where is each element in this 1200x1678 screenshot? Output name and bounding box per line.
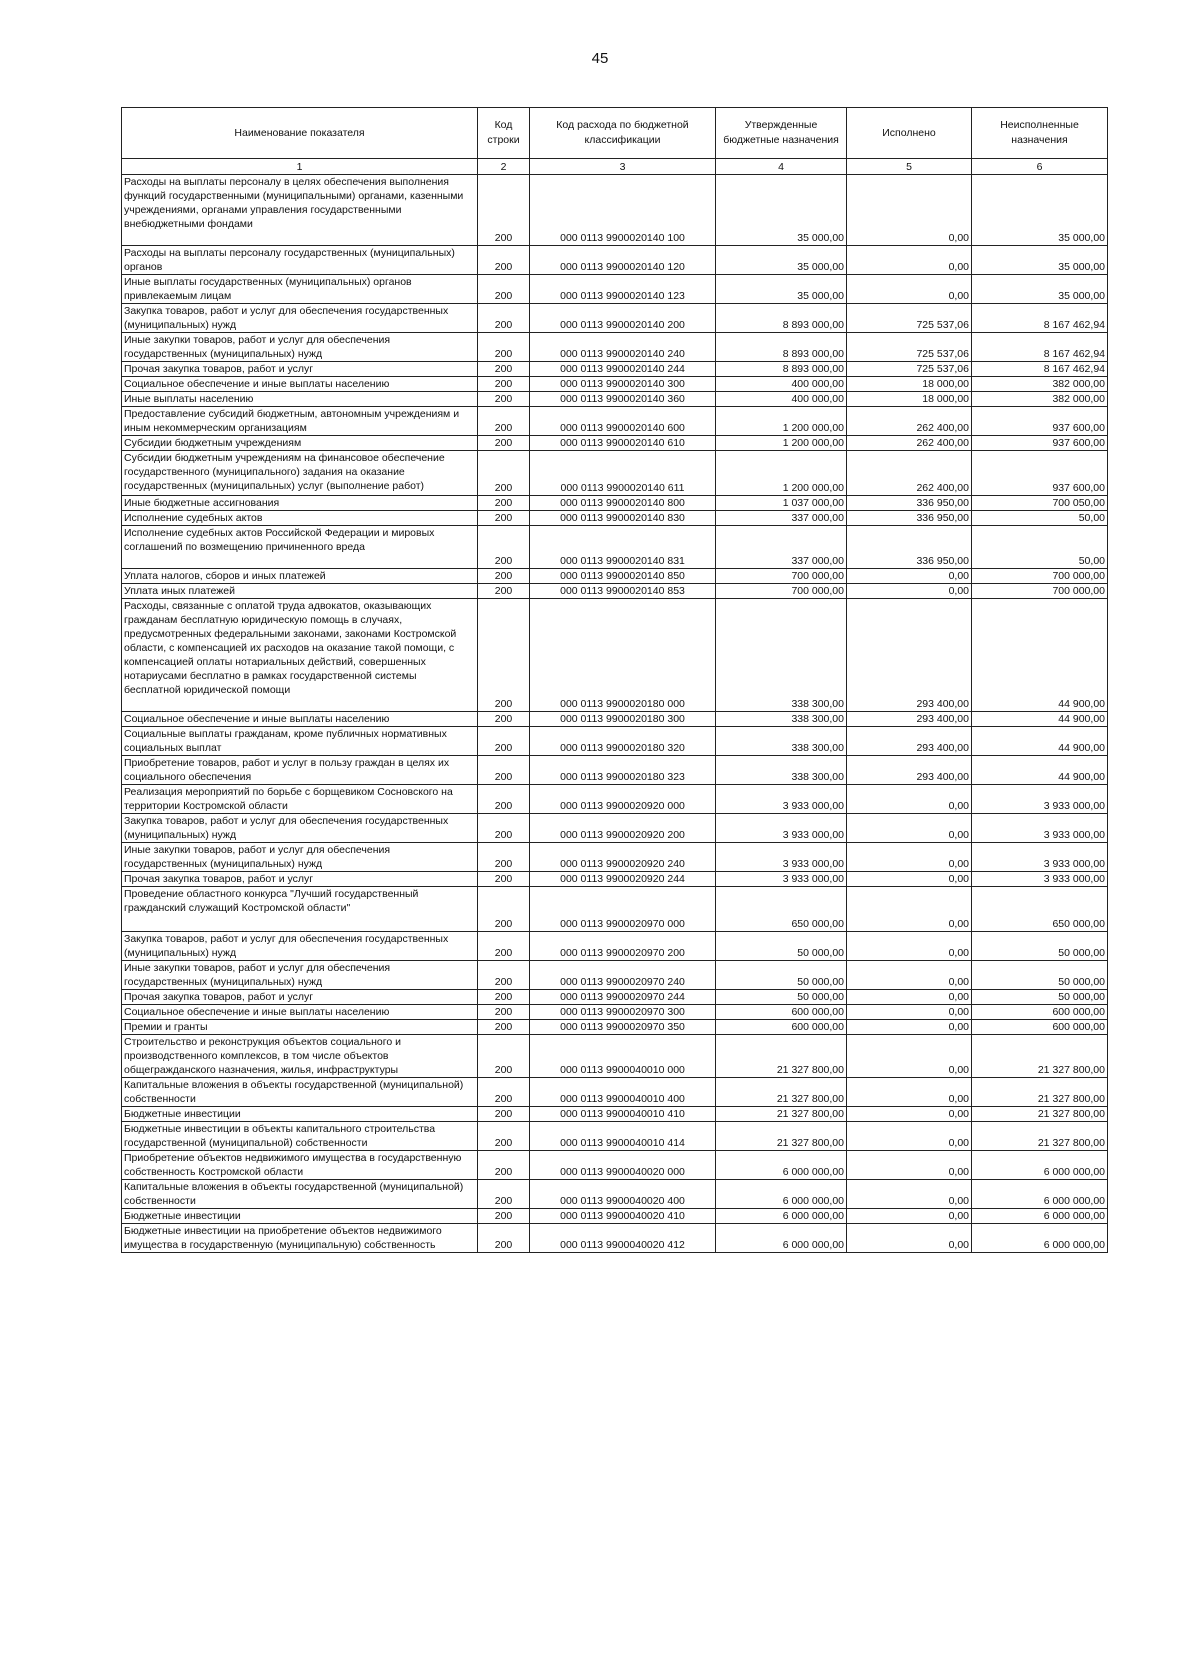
row-executed: 725 537,06 [847, 304, 972, 333]
table-row [122, 1020, 1108, 1035]
row-unexecuted: 3 933 000,00 [972, 843, 1108, 872]
column-number: 1 [122, 159, 478, 175]
row-executed: 0,00 [847, 1005, 972, 1020]
row-kbk: 000 0113 9900020920 000 [530, 785, 716, 814]
row-approved: 21 327 800,00 [716, 1035, 847, 1078]
header-row [122, 108, 1108, 159]
table-row [122, 843, 1108, 872]
row-kbk: 000 0113 9900040020 412 [530, 1224, 716, 1253]
row-executed: 0,00 [847, 246, 972, 275]
table-row [122, 887, 1108, 932]
row-executed: 725 537,06 [847, 333, 972, 362]
row-approved: 1 200 000,00 [716, 407, 847, 436]
row-approved: 3 933 000,00 [716, 872, 847, 887]
row-executed: 0,00 [847, 1151, 972, 1180]
row-executed: 0,00 [847, 1209, 972, 1224]
row-approved: 6 000 000,00 [716, 1209, 847, 1224]
row-code: 200 [478, 1122, 530, 1151]
row-kbk: 000 0113 9900020970 240 [530, 961, 716, 990]
row-name: Исполнение судебных актов Российской Федерации и мировых соглашений по возмещению причиненного вреда [122, 526, 478, 569]
table-row [122, 526, 1108, 569]
row-unexecuted: 44 900,00 [972, 712, 1108, 727]
row-code: 200 [478, 362, 530, 377]
budget-execution-table [121, 107, 1108, 1253]
row-name: Капитальные вложения в объекты государственной (муниципальной) собственности [122, 1078, 478, 1107]
row-unexecuted: 700 000,00 [972, 569, 1108, 584]
row-executed: 262 400,00 [847, 407, 972, 436]
row-kbk: 000 0113 9900020140 100 [530, 175, 716, 246]
header-unexecuted: Неисполненные назначения [972, 108, 1108, 159]
row-executed: 0,00 [847, 872, 972, 887]
row-unexecuted: 600 000,00 [972, 1005, 1108, 1020]
table-row [122, 712, 1108, 727]
header-kbk: Код расхода по бюджетной классификации [530, 108, 716, 159]
row-executed: 0,00 [847, 569, 972, 584]
row-name: Приобретение объектов недвижимого имущества в государственную собственность Костромской области [122, 1151, 478, 1180]
row-kbk: 000 0113 9900020970 300 [530, 1005, 716, 1020]
row-name: Социальное обеспечение и иные выплаты населению [122, 1005, 478, 1020]
row-kbk: 000 0113 9900020180 323 [530, 756, 716, 785]
row-executed: 336 950,00 [847, 526, 972, 569]
row-code: 200 [478, 526, 530, 569]
row-approved: 337 000,00 [716, 526, 847, 569]
row-executed: 18 000,00 [847, 392, 972, 407]
table-row [122, 961, 1108, 990]
row-kbk: 000 0113 9900020140 240 [530, 333, 716, 362]
table-row [122, 990, 1108, 1005]
table-row [122, 1005, 1108, 1020]
row-unexecuted: 6 000 000,00 [972, 1151, 1108, 1180]
row-unexecuted: 382 000,00 [972, 392, 1108, 407]
header-executed: Исполнено [847, 108, 972, 159]
row-approved: 337 000,00 [716, 511, 847, 526]
row-kbk: 000 0113 9900020180 000 [530, 599, 716, 712]
row-kbk: 000 0113 9900020140 200 [530, 304, 716, 333]
row-name: Социальные выплаты гражданам, кроме публичных нормативных социальных выплат [122, 727, 478, 756]
row-name: Проведение областного конкурса "Лучший государственный гражданский служащий Костромской области" [122, 887, 478, 932]
row-kbk: 000 0113 9900040020 400 [530, 1180, 716, 1209]
row-approved: 8 893 000,00 [716, 333, 847, 362]
row-kbk: 000 0113 9900020140 600 [530, 407, 716, 436]
row-name: Прочая закупка товаров, работ и услуг [122, 990, 478, 1005]
row-code: 200 [478, 712, 530, 727]
table-row [122, 756, 1108, 785]
row-unexecuted: 21 327 800,00 [972, 1035, 1108, 1078]
row-executed: 725 537,06 [847, 362, 972, 377]
row-unexecuted: 8 167 462,94 [972, 333, 1108, 362]
row-approved: 50 000,00 [716, 961, 847, 990]
row-executed: 0,00 [847, 785, 972, 814]
row-unexecuted: 35 000,00 [972, 246, 1108, 275]
row-approved: 50 000,00 [716, 990, 847, 1005]
row-approved: 21 327 800,00 [716, 1107, 847, 1122]
row-unexecuted: 44 900,00 [972, 599, 1108, 712]
row-kbk: 000 0113 9900020140 800 [530, 496, 716, 511]
row-unexecuted: 937 600,00 [972, 436, 1108, 451]
table-row [122, 362, 1108, 377]
row-executed: 0,00 [847, 1122, 972, 1151]
row-approved: 600 000,00 [716, 1005, 847, 1020]
row-kbk: 000 0113 9900040020 410 [530, 1209, 716, 1224]
row-code: 200 [478, 843, 530, 872]
row-code: 200 [478, 1020, 530, 1035]
row-executed: 0,00 [847, 961, 972, 990]
row-approved: 3 933 000,00 [716, 814, 847, 843]
row-name: Социальное обеспечение и иные выплаты населению [122, 712, 478, 727]
row-unexecuted: 35 000,00 [972, 175, 1108, 246]
row-unexecuted: 8 167 462,94 [972, 362, 1108, 377]
row-code: 200 [478, 1107, 530, 1122]
row-approved: 21 327 800,00 [716, 1122, 847, 1151]
row-executed: 336 950,00 [847, 511, 972, 526]
row-unexecuted: 382 000,00 [972, 377, 1108, 392]
row-code: 200 [478, 1209, 530, 1224]
row-executed: 0,00 [847, 1180, 972, 1209]
row-executed: 0,00 [847, 1035, 972, 1078]
table-row [122, 377, 1108, 392]
row-unexecuted: 44 900,00 [972, 727, 1108, 756]
row-unexecuted: 8 167 462,94 [972, 304, 1108, 333]
row-name: Иные закупки товаров, работ и услуг для обеспечения государственных (муниципальных) нужд [122, 843, 478, 872]
row-unexecuted: 3 933 000,00 [972, 785, 1108, 814]
row-code: 200 [478, 275, 530, 304]
row-name: Предоставление субсидий бюджетным, автономным учреждениям и иным некоммерческим организациям [122, 407, 478, 436]
table-row [122, 1107, 1108, 1122]
row-kbk: 000 0113 9900020180 320 [530, 727, 716, 756]
row-name: Уплата налогов, сборов и иных платежей [122, 569, 478, 584]
table-row [122, 1151, 1108, 1180]
table-row [122, 451, 1108, 496]
row-executed: 0,00 [847, 1078, 972, 1107]
row-kbk: 000 0113 9900020140 831 [530, 526, 716, 569]
table-row [122, 1035, 1108, 1078]
row-code: 200 [478, 392, 530, 407]
row-code: 200 [478, 175, 530, 246]
row-code: 200 [478, 511, 530, 526]
row-approved: 35 000,00 [716, 275, 847, 304]
row-approved: 3 933 000,00 [716, 843, 847, 872]
row-code: 200 [478, 377, 530, 392]
row-executed: 0,00 [847, 1107, 972, 1122]
row-approved: 650 000,00 [716, 887, 847, 932]
column-number: 6 [972, 159, 1108, 175]
table-row [122, 246, 1108, 275]
table-row [122, 569, 1108, 584]
row-executed: 262 400,00 [847, 436, 972, 451]
row-approved: 338 300,00 [716, 712, 847, 727]
table-row [122, 436, 1108, 451]
row-kbk: 000 0113 9900020140 850 [530, 569, 716, 584]
row-unexecuted: 50,00 [972, 526, 1108, 569]
row-name: Иные выплаты государственных (муниципальных) органов привлекаемым лицам [122, 275, 478, 304]
row-code: 200 [478, 1035, 530, 1078]
row-kbk: 000 0113 9900020970 350 [530, 1020, 716, 1035]
page-number: 45 [591, 50, 609, 67]
table-row [122, 275, 1108, 304]
row-name: Иные закупки товаров, работ и услуг для обеспечения государственных (муниципальных) нужд [122, 961, 478, 990]
row-unexecuted: 44 900,00 [972, 756, 1108, 785]
row-approved: 21 327 800,00 [716, 1078, 847, 1107]
row-kbk: 000 0113 9900020140 610 [530, 436, 716, 451]
row-unexecuted: 6 000 000,00 [972, 1224, 1108, 1253]
row-approved: 1 037 000,00 [716, 496, 847, 511]
row-kbk: 000 0113 9900020140 830 [530, 511, 716, 526]
row-approved: 35 000,00 [716, 246, 847, 275]
column-number: 2 [478, 159, 530, 175]
row-kbk: 000 0113 9900020970 244 [530, 990, 716, 1005]
row-name: Субсидии бюджетным учреждениям на финансовое обеспечение государственного (муниципального) задания на оказание государственных (муниципальных) услуг (выполнение работ) [122, 451, 478, 496]
header-code: Код строки [478, 108, 530, 159]
row-approved: 6 000 000,00 [716, 1224, 847, 1253]
row-code: 200 [478, 333, 530, 362]
row-kbk: 000 0113 9900020140 360 [530, 392, 716, 407]
row-executed: 18 000,00 [847, 377, 972, 392]
row-kbk: 000 0113 9900020920 244 [530, 872, 716, 887]
row-name: Бюджетные инвестиции на приобретение объектов недвижимого имущества в государственную (муниципальную) собственность [122, 1224, 478, 1253]
row-approved: 8 893 000,00 [716, 362, 847, 377]
table-row [122, 333, 1108, 362]
row-kbk: 000 0113 9900020140 300 [530, 377, 716, 392]
row-executed: 293 400,00 [847, 599, 972, 712]
row-kbk: 000 0113 9900020920 200 [530, 814, 716, 843]
row-code: 200 [478, 1180, 530, 1209]
row-kbk: 000 0113 9900040010 000 [530, 1035, 716, 1078]
table-row [122, 932, 1108, 961]
row-executed: 293 400,00 [847, 756, 972, 785]
row-code: 200 [478, 814, 530, 843]
row-code: 200 [478, 496, 530, 511]
row-executed: 0,00 [847, 275, 972, 304]
column-number: 4 [716, 159, 847, 175]
row-code: 200 [478, 407, 530, 436]
row-code: 200 [478, 932, 530, 961]
row-name: Иные бюджетные ассигнования [122, 496, 478, 511]
row-name: Социальное обеспечение и иные выплаты населению [122, 377, 478, 392]
row-approved: 6 000 000,00 [716, 1151, 847, 1180]
row-code: 200 [478, 785, 530, 814]
row-unexecuted: 50 000,00 [972, 932, 1108, 961]
row-name: Расходы на выплаты персоналу государственных (муниципальных) органов [122, 246, 478, 275]
table-row [122, 1224, 1108, 1253]
row-approved: 35 000,00 [716, 175, 847, 246]
table-row [122, 785, 1108, 814]
row-executed: 262 400,00 [847, 451, 972, 496]
row-code: 200 [478, 990, 530, 1005]
table-row [122, 392, 1108, 407]
row-name: Закупка товаров, работ и услуг для обеспечения государственных (муниципальных) нужд [122, 814, 478, 843]
row-code: 200 [478, 1224, 530, 1253]
row-unexecuted: 21 327 800,00 [972, 1122, 1108, 1151]
table-row [122, 511, 1108, 526]
row-name: Иные выплаты населению [122, 392, 478, 407]
row-unexecuted: 50,00 [972, 511, 1108, 526]
row-name: Строительство и реконструкция объектов социального и производственного комплексов, в том числе объектов общегражданского назначения, жилья, инфраструктуры [122, 1035, 478, 1078]
row-approved: 600 000,00 [716, 1020, 847, 1035]
row-name: Бюджетные инвестиции [122, 1209, 478, 1224]
column-number-row [122, 159, 1108, 175]
table-row [122, 407, 1108, 436]
row-approved: 3 933 000,00 [716, 785, 847, 814]
row-name: Прочая закупка товаров, работ и услуг [122, 872, 478, 887]
row-code: 200 [478, 569, 530, 584]
row-unexecuted: 35 000,00 [972, 275, 1108, 304]
row-approved: 338 300,00 [716, 599, 847, 712]
row-name: Расходы на выплаты персоналу в целях обеспечения выполнения функций государственными (муниципальными) органами, казенными учреждениями, органами управления государственными внебюджетными фондами [122, 175, 478, 246]
row-unexecuted: 700 050,00 [972, 496, 1108, 511]
row-code: 200 [478, 887, 530, 932]
row-unexecuted: 3 933 000,00 [972, 814, 1108, 843]
row-code: 200 [478, 961, 530, 990]
table-row [122, 584, 1108, 599]
row-approved: 1 200 000,00 [716, 451, 847, 496]
row-code: 200 [478, 1005, 530, 1020]
table-body [122, 175, 1108, 1253]
row-unexecuted: 50 000,00 [972, 990, 1108, 1005]
row-name: Уплата иных платежей [122, 584, 478, 599]
row-unexecuted: 937 600,00 [972, 407, 1108, 436]
row-name: Бюджетные инвестиции в объекты капитального строительства государственной (муниципальной) собственности [122, 1122, 478, 1151]
row-code: 200 [478, 584, 530, 599]
row-unexecuted: 50 000,00 [972, 961, 1108, 990]
table-row [122, 599, 1108, 712]
table-row [122, 1078, 1108, 1107]
row-kbk: 000 0113 9900020140 244 [530, 362, 716, 377]
table-row [122, 1122, 1108, 1151]
row-name: Премии и гранты [122, 1020, 478, 1035]
row-unexecuted: 21 327 800,00 [972, 1078, 1108, 1107]
table-row [122, 496, 1108, 511]
table-row [122, 1209, 1108, 1224]
row-approved: 700 000,00 [716, 584, 847, 599]
row-approved: 6 000 000,00 [716, 1180, 847, 1209]
row-executed: 0,00 [847, 843, 972, 872]
row-code: 200 [478, 246, 530, 275]
row-name: Реализация мероприятий по борьбе с борщевиком Сосновского на территории Костромской области [122, 785, 478, 814]
row-kbk: 000 0113 9900020180 300 [530, 712, 716, 727]
row-name: Расходы, связанные с оплатой труда адвокатов, оказывающих гражданам бесплатную юридическую помощь в случаях, предусмотренных федеральными законами, законами Костромской области, с компенсацией их расходов на оказание такой помощи, с компенсацией оплаты нотариальных действий, совершенных нотариусами бесплатно в рамках государственной системы бесплатной юридической помощи [122, 599, 478, 712]
row-kbk: 000 0113 9900020970 200 [530, 932, 716, 961]
table-row [122, 1180, 1108, 1209]
row-unexecuted: 3 933 000,00 [972, 872, 1108, 887]
row-code: 200 [478, 872, 530, 887]
row-kbk: 000 0113 9900040020 000 [530, 1151, 716, 1180]
row-name: Субсидии бюджетным учреждениям [122, 436, 478, 451]
row-unexecuted: 6 000 000,00 [972, 1180, 1108, 1209]
row-code: 200 [478, 436, 530, 451]
row-kbk: 000 0113 9900020140 853 [530, 584, 716, 599]
row-kbk: 000 0113 9900040010 410 [530, 1107, 716, 1122]
table-row [122, 727, 1108, 756]
row-approved: 400 000,00 [716, 377, 847, 392]
row-name: Прочая закупка товаров, работ и услуг [122, 362, 478, 377]
row-kbk: 000 0113 9900020920 240 [530, 843, 716, 872]
column-number: 5 [847, 159, 972, 175]
row-kbk: 000 0113 9900020140 123 [530, 275, 716, 304]
row-code: 200 [478, 599, 530, 712]
row-name: Капитальные вложения в объекты государственной (муниципальной) собственности [122, 1180, 478, 1209]
row-approved: 338 300,00 [716, 756, 847, 785]
row-kbk: 000 0113 9900040010 400 [530, 1078, 716, 1107]
row-name: Приобретение товаров, работ и услуг в пользу граждан в целях их социального обеспечения [122, 756, 478, 785]
row-approved: 400 000,00 [716, 392, 847, 407]
row-executed: 0,00 [847, 1020, 972, 1035]
row-executed: 0,00 [847, 175, 972, 246]
row-kbk: 000 0113 9900020140 611 [530, 451, 716, 496]
row-name: Закупка товаров, работ и услуг для обеспечения государственных (муниципальных) нужд [122, 304, 478, 333]
row-unexecuted: 600 000,00 [972, 1020, 1108, 1035]
row-name: Бюджетные инвестиции [122, 1107, 478, 1122]
row-name: Закупка товаров, работ и услуг для обеспечения государственных (муниципальных) нужд [122, 932, 478, 961]
row-executed: 336 950,00 [847, 496, 972, 511]
row-kbk: 000 0113 9900040010 414 [530, 1122, 716, 1151]
row-code: 200 [478, 1078, 530, 1107]
row-approved: 1 200 000,00 [716, 436, 847, 451]
table-row [122, 814, 1108, 843]
table-row [122, 304, 1108, 333]
table-row [122, 175, 1108, 246]
row-approved: 50 000,00 [716, 932, 847, 961]
row-executed: 0,00 [847, 990, 972, 1005]
row-approved: 338 300,00 [716, 727, 847, 756]
row-approved: 700 000,00 [716, 569, 847, 584]
row-executed: 0,00 [847, 1224, 972, 1253]
row-unexecuted: 21 327 800,00 [972, 1107, 1108, 1122]
row-executed: 293 400,00 [847, 712, 972, 727]
row-executed: 293 400,00 [847, 727, 972, 756]
row-unexecuted: 6 000 000,00 [972, 1209, 1108, 1224]
table-row [122, 872, 1108, 887]
row-executed: 0,00 [847, 887, 972, 932]
row-code: 200 [478, 304, 530, 333]
row-kbk: 000 0113 9900020140 120 [530, 246, 716, 275]
row-executed: 0,00 [847, 814, 972, 843]
row-unexecuted: 937 600,00 [972, 451, 1108, 496]
column-number: 3 [530, 159, 716, 175]
row-name: Иные закупки товаров, работ и услуг для обеспечения государственных (муниципальных) нужд [122, 333, 478, 362]
row-unexecuted: 650 000,00 [972, 887, 1108, 932]
row-kbk: 000 0113 9900020970 000 [530, 887, 716, 932]
row-code: 200 [478, 451, 530, 496]
row-executed: 0,00 [847, 584, 972, 599]
row-executed: 0,00 [847, 932, 972, 961]
row-code: 200 [478, 727, 530, 756]
row-code: 200 [478, 1151, 530, 1180]
header-name: Наименование показателя [122, 108, 478, 159]
row-unexecuted: 700 000,00 [972, 584, 1108, 599]
header-approved: Утвержденные бюджетные назначения [716, 108, 847, 159]
row-code: 200 [478, 756, 530, 785]
row-approved: 8 893 000,00 [716, 304, 847, 333]
row-name: Исполнение судебных актов [122, 511, 478, 526]
